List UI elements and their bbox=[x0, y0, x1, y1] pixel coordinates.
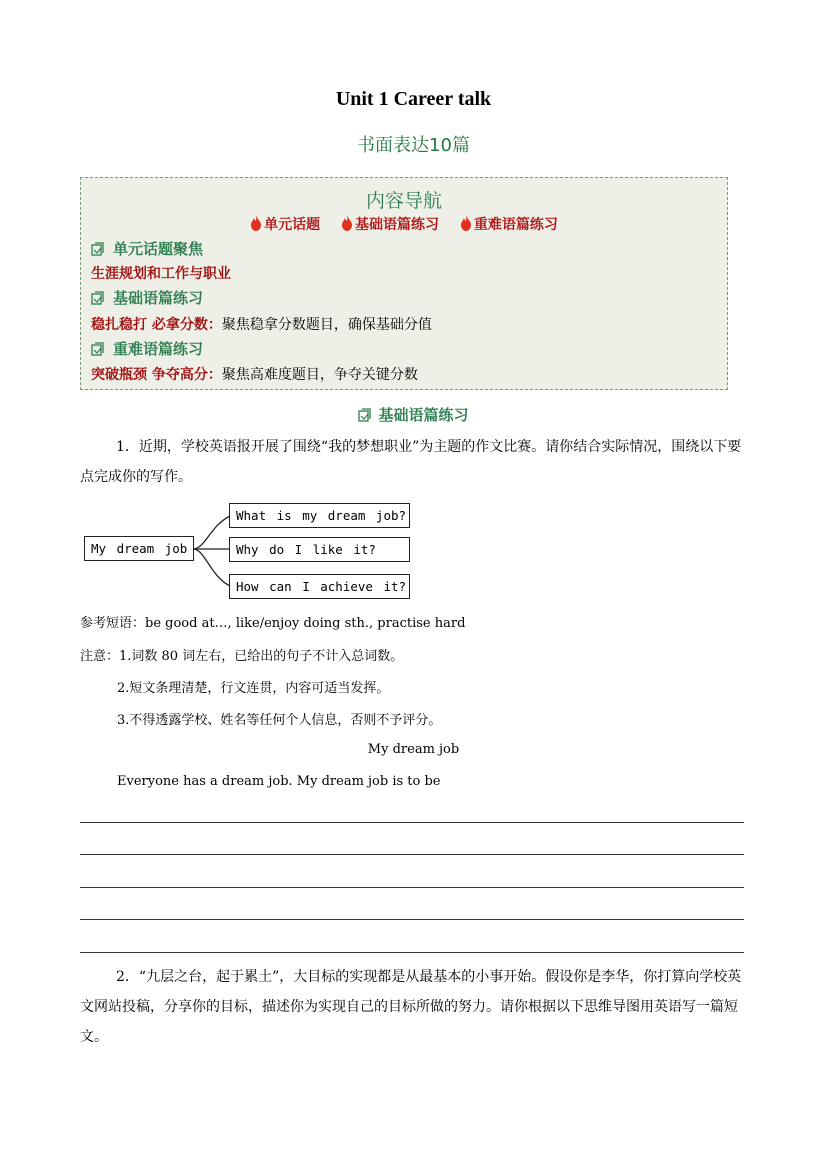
answer-line[interactable] bbox=[80, 919, 744, 920]
nav-links bbox=[81, 214, 727, 234]
flame-icon bbox=[341, 215, 353, 231]
mindmap-branch: What is my dream job? bbox=[229, 503, 410, 528]
answer-line[interactable] bbox=[80, 887, 744, 888]
nav-heading: 内容导航 bbox=[365, 190, 442, 212]
nav-link-topic[interactable]: 单元话题 bbox=[250, 217, 320, 233]
document-icon bbox=[91, 342, 105, 356]
nav-section-advanced-heading: 重难语篇练习 bbox=[91, 338, 203, 359]
document-icon bbox=[91, 291, 105, 305]
nav-section-topic-row: 生涯规划和工作与职业 bbox=[91, 266, 231, 282]
nav-section-basic-heading: 基础语篇练习 bbox=[91, 287, 203, 308]
nav-section-basic-row: 稳扎稳打 必拿分数：聚焦稳拿分数题目，确保基础分值 bbox=[91, 317, 432, 333]
note-line: 3.不得透露学校、姓名等任何个人信息，否则不予评分。 bbox=[117, 713, 442, 728]
answer-line[interactable] bbox=[80, 952, 744, 953]
page-subtitle: 书面表达10篇 bbox=[357, 135, 470, 156]
note-line: 注意：1.词数 80 词左右，已给出的句子不计入总词数。 bbox=[80, 649, 404, 664]
mindmap-branch: Why do I like it? bbox=[229, 537, 410, 562]
flame-icon bbox=[460, 215, 472, 231]
essay-start: Everyone has a dream job. My dream job is to be bbox=[117, 774, 441, 789]
essay-title: My dream job bbox=[367, 742, 460, 757]
nav-section-topic-heading: 单元话题聚焦 bbox=[91, 238, 203, 259]
mindmap-branch: How can I achieve it? bbox=[229, 574, 410, 599]
question-2-prompt: 2．“九层之台，起于累土”，大目标的实现都是从最基本的小事开始。假设你是李华，你打算向学校英文网站投稿，分享你的目标，描述你为实现自己的目标所做的努力。请你根据以下思维导图用英语写一篇短文。 bbox=[80, 969, 742, 1045]
nav-link-advanced[interactable]: 重难语篇练习 bbox=[460, 217, 558, 233]
mindmap-center: My dream job bbox=[84, 536, 194, 561]
flame-icon bbox=[250, 215, 262, 231]
note-line: 2.短文条理清楚，行文连贯，内容可适当发挥。 bbox=[117, 681, 390, 696]
nav-section-advanced-row: 突破瓶颈 争夺高分：聚焦高难度题目，争夺关键分数 bbox=[91, 367, 418, 383]
answer-line[interactable] bbox=[80, 822, 744, 823]
content-navigation-box bbox=[80, 177, 728, 390]
reference-phrases: 参考短语：be good at…, like/enjoy doing sth., practise hard bbox=[80, 616, 466, 631]
question-1-prompt: 1．近期，学校英语报开展了围绕“我的梦想职业”为主题的作文比赛。请你结合实际情况，围绕以下要点完成你的写作。 bbox=[80, 439, 742, 485]
page-title: Unit 1 Career talk bbox=[335, 88, 492, 110]
answer-line[interactable] bbox=[80, 854, 744, 855]
basic-practice-heading: 基础语篇练习 bbox=[0, 404, 827, 425]
nav-link-basic[interactable]: 基础语篇练习 bbox=[341, 217, 439, 233]
document-icon bbox=[91, 242, 105, 256]
document-icon bbox=[358, 408, 372, 422]
